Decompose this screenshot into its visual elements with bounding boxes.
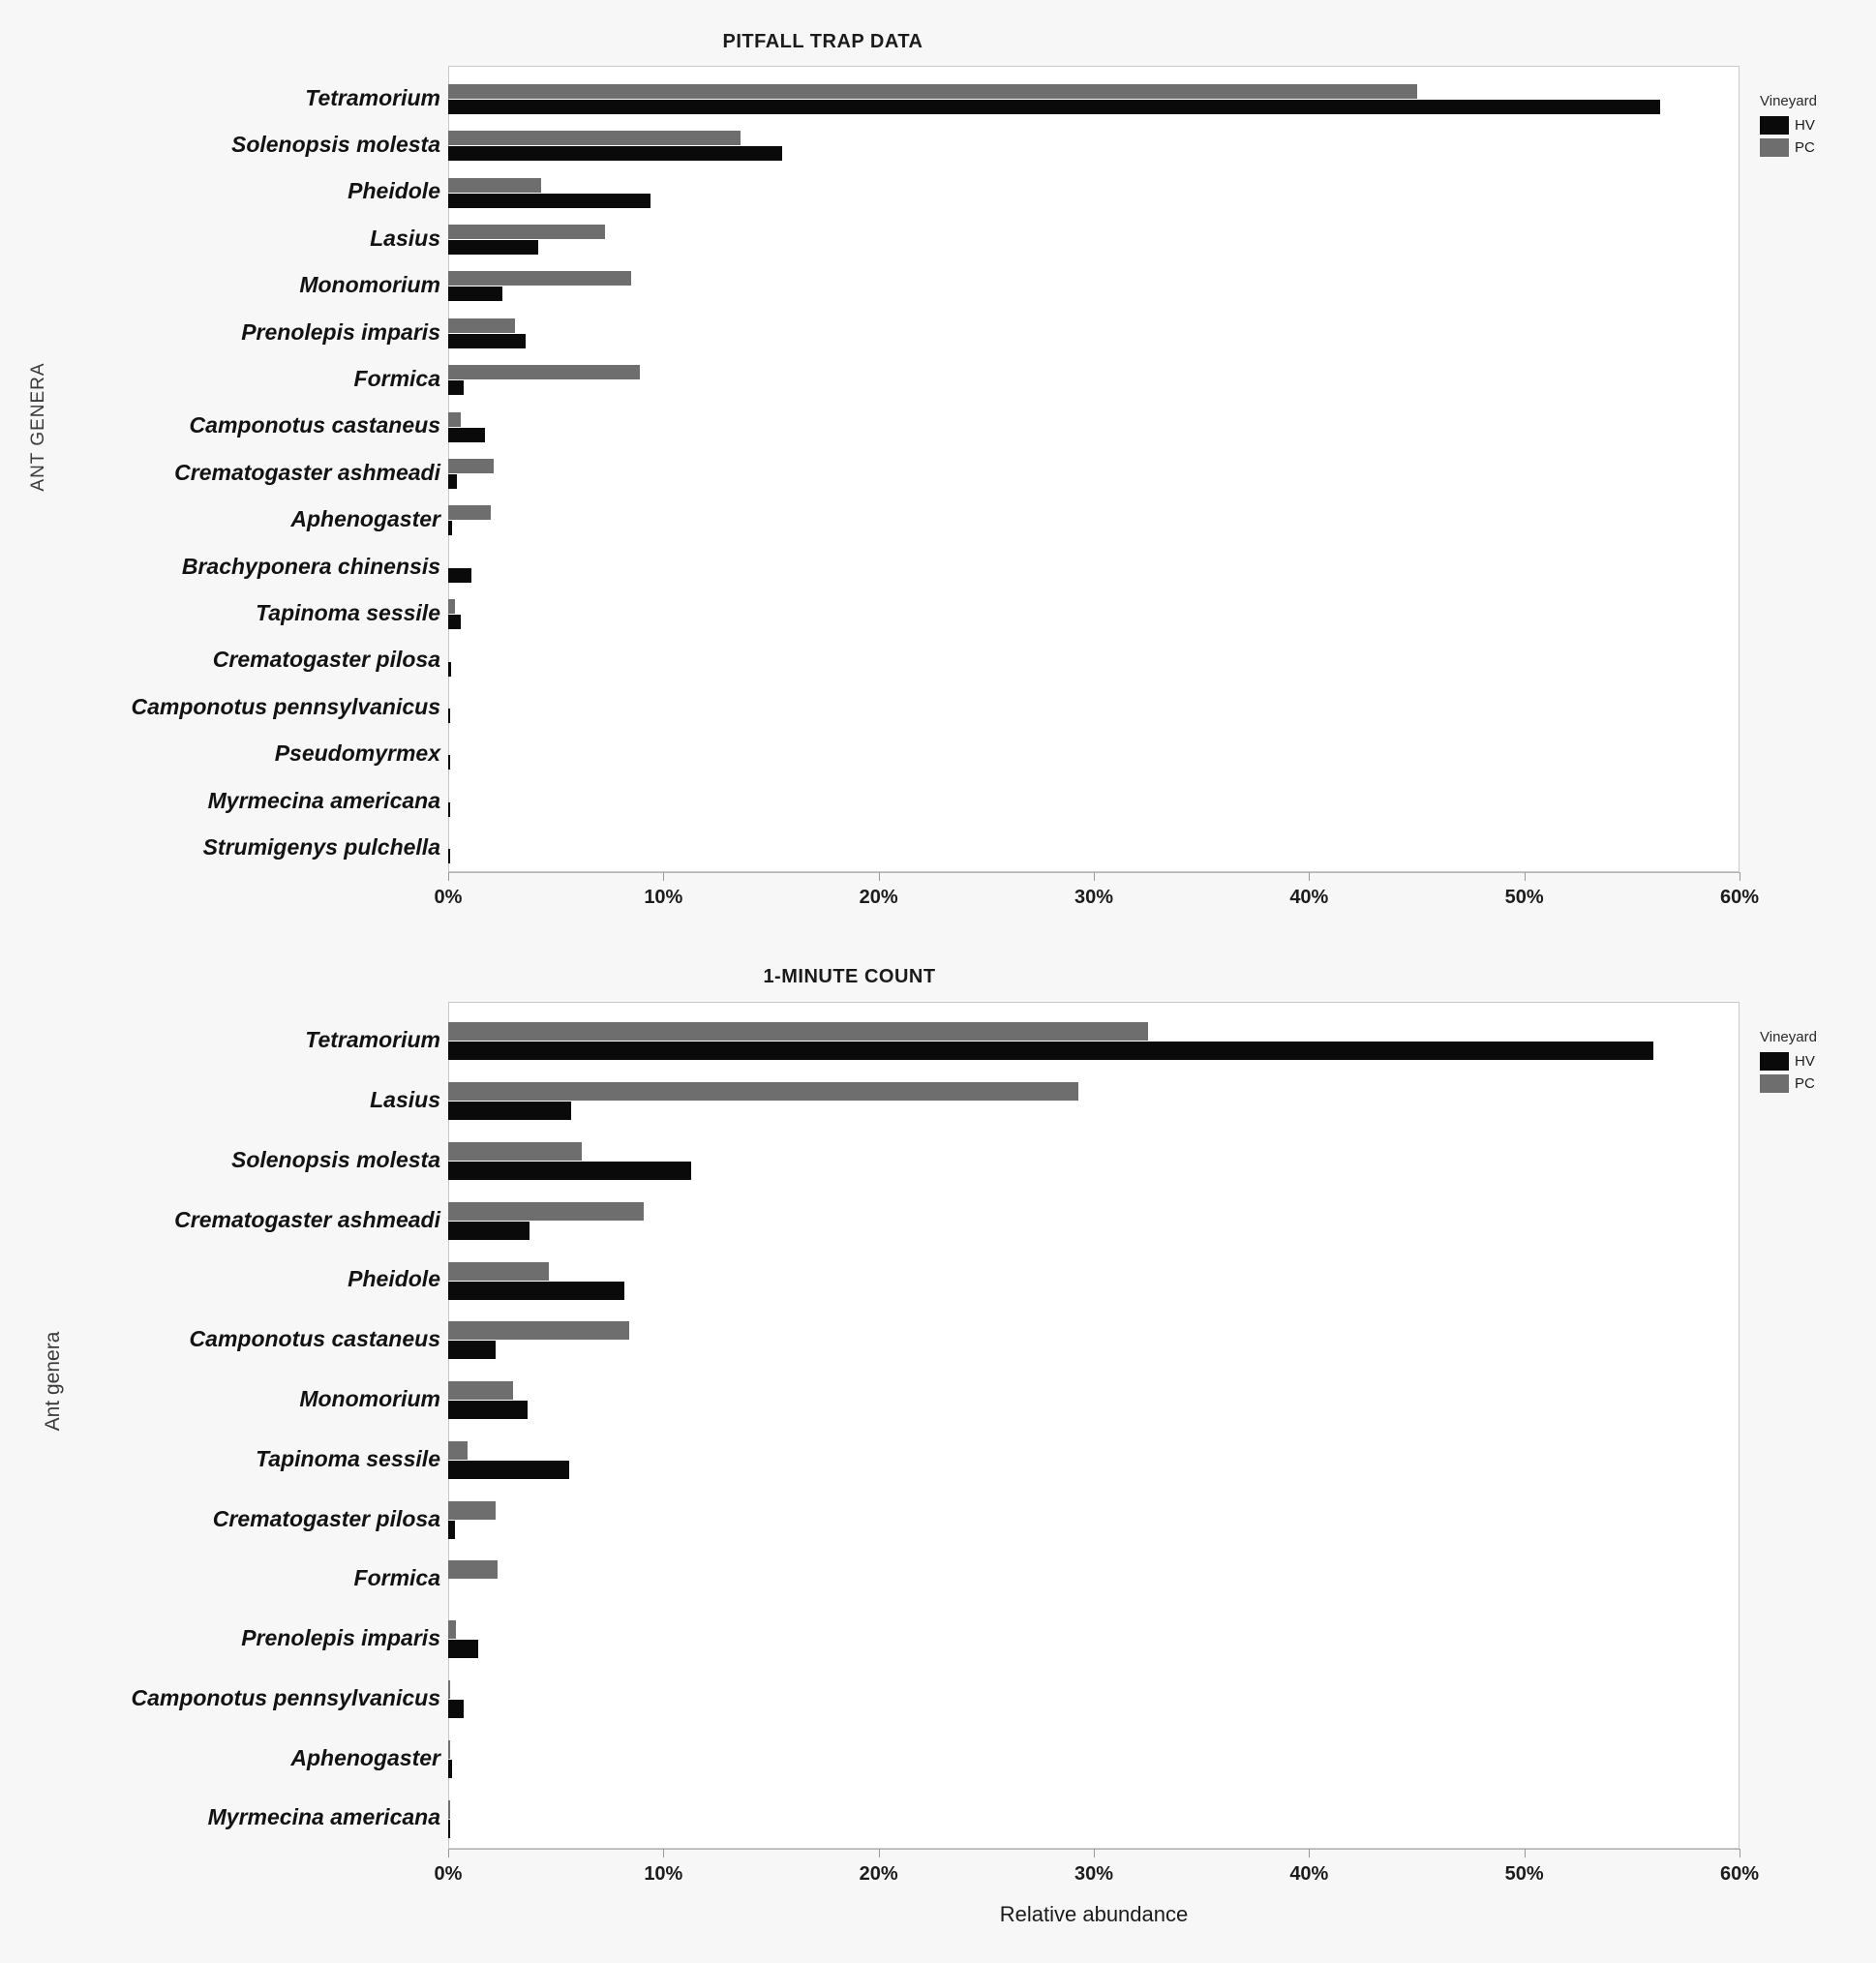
bar-pc-pitfall-4 (448, 271, 631, 286)
category-label-pitfall-5: Prenolepis imparis (241, 318, 440, 345)
x-tick-label-oneminute-2: 20% (859, 1863, 898, 1885)
x-tick-oneminute-0 (448, 1849, 449, 1857)
bar-hv-pitfall-1 (448, 146, 782, 161)
bar-hv-pitfall-3 (448, 240, 538, 255)
x-tick-label-oneminute-4: 40% (1289, 1863, 1329, 1885)
x-tick-oneminute-3 (1094, 1849, 1095, 1857)
bar-hv-pitfall-4 (448, 287, 502, 301)
bar-hv-pitfall-16 (448, 849, 450, 863)
category-label-pitfall-14: Pseudomyrmex (274, 740, 440, 767)
category-label-oneminute-4: Pheidole (348, 1266, 440, 1292)
x-tick-label-oneminute-0: 0% (434, 1863, 463, 1885)
x-axis-label-oneminute: Relative abundance (999, 1902, 1189, 1926)
bar-hv-pitfall-11 (448, 615, 461, 629)
x-tick-pitfall-0 (448, 872, 449, 881)
legend-item-pitfall-PC[interactable] (1760, 138, 1817, 157)
legend-title-pitfall: Vineyard (1760, 93, 1817, 109)
legend-label-pitfall-0: HV (1795, 117, 1815, 134)
bar-pc-oneminute-3 (448, 1202, 644, 1221)
x-tick-oneminute-2 (879, 1849, 880, 1857)
bar-hv-oneminute-2 (448, 1162, 691, 1180)
bar-pc-pitfall-11 (448, 599, 455, 614)
x-tick-label-pitfall-4: 40% (1289, 887, 1329, 908)
x-tick-pitfall-4 (1309, 872, 1310, 881)
legend-pitfall (1760, 93, 1817, 161)
bar-pc-oneminute-12 (448, 1740, 450, 1759)
x-tick-label-oneminute-6: 60% (1719, 1863, 1760, 1885)
legend-label-pitfall-1: PC (1795, 139, 1815, 156)
category-label-oneminute-13: Myrmecina americana (207, 1804, 440, 1830)
bar-pc-pitfall-8 (448, 459, 494, 473)
x-tick-label-oneminute-1: 10% (644, 1863, 683, 1885)
legend-label-oneminute-0: HV (1795, 1053, 1815, 1070)
category-label-pitfall-13: Camponotus pennsylvanicus (131, 693, 440, 719)
bar-hv-oneminute-11 (448, 1700, 464, 1718)
x-tick-pitfall-3 (1094, 872, 1095, 881)
bar-hv-pitfall-0 (448, 100, 1660, 114)
x-tick-label-oneminute-5: 50% (1504, 1863, 1544, 1885)
bar-hv-pitfall-5 (448, 334, 526, 348)
bar-pc-oneminute-10 (448, 1620, 456, 1639)
bar-pc-oneminute-11 (448, 1680, 450, 1699)
plot-area-oneminute (448, 1002, 1740, 1849)
bar-hv-pitfall-6 (448, 380, 464, 395)
bar-pc-oneminute-2 (448, 1142, 582, 1161)
bar-pc-oneminute-1 (448, 1082, 1078, 1101)
bar-pc-oneminute-7 (448, 1441, 468, 1460)
category-label-oneminute-7: Tapinoma sessile (256, 1445, 440, 1471)
bar-hv-pitfall-9 (448, 521, 452, 535)
x-tick-label-pitfall-0: 0% (434, 887, 463, 908)
category-label-oneminute-8: Crematogaster pilosa (212, 1505, 440, 1531)
bar-hv-pitfall-14 (448, 755, 450, 770)
category-label-pitfall-12: Crematogaster pilosa (212, 647, 440, 673)
bar-pc-oneminute-0 (448, 1022, 1148, 1041)
bar-hv-oneminute-7 (448, 1461, 569, 1479)
x-tick-label-pitfall-5: 50% (1504, 887, 1544, 908)
bar-hv-oneminute-8 (448, 1521, 455, 1539)
category-label-pitfall-11: Tapinoma sessile (256, 600, 440, 626)
bar-pc-pitfall-3 (448, 225, 605, 239)
legend-item-pitfall-HV[interactable] (1760, 116, 1817, 135)
bar-pc-pitfall-1 (448, 131, 741, 145)
plot-area-pitfall (448, 66, 1740, 872)
bar-hv-oneminute-12 (448, 1760, 452, 1778)
category-label-pitfall-10: Brachyponera chinensis (181, 553, 440, 579)
category-label-pitfall-6: Formica (353, 366, 440, 392)
category-label-pitfall-2: Pheidole (348, 178, 440, 204)
category-label-oneminute-9: Formica (353, 1565, 440, 1591)
category-label-pitfall-1: Solenopsis molesta (230, 131, 440, 157)
x-tick-pitfall-5 (1525, 872, 1526, 881)
bar-pc-oneminute-4 (448, 1262, 549, 1281)
bar-hv-pitfall-2 (448, 194, 651, 208)
category-label-oneminute-2: Solenopsis molesta (230, 1146, 440, 1172)
category-label-oneminute-10: Prenolepis imparis (241, 1625, 440, 1651)
bar-hv-pitfall-13 (448, 709, 450, 723)
x-tick-label-pitfall-6: 60% (1719, 887, 1760, 908)
legend-swatch-hv-icon (1760, 116, 1789, 135)
bar-hv-oneminute-1 (448, 1102, 571, 1120)
bar-pc-pitfall-6 (448, 365, 640, 379)
bar-pc-pitfall-5 (448, 318, 515, 333)
category-label-pitfall-9: Aphenogaster (290, 506, 440, 532)
category-label-oneminute-1: Lasius (370, 1087, 440, 1113)
bar-pc-pitfall-9 (448, 505, 491, 520)
bar-hv-pitfall-8 (448, 474, 457, 489)
category-label-pitfall-3: Lasius (370, 225, 440, 251)
category-label-pitfall-0: Tetramorium (305, 84, 440, 110)
category-label-pitfall-8: Crematogaster ashmeadi (174, 459, 440, 485)
category-label-oneminute-0: Tetramorium (305, 1027, 440, 1053)
category-label-oneminute-3: Crematogaster ashmeadi (174, 1206, 440, 1232)
chart-title-oneminute: 1-MINUTE COUNT (763, 966, 936, 987)
legend-title-oneminute: Vineyard (1760, 1029, 1817, 1045)
x-tick-oneminute-4 (1309, 1849, 1310, 1857)
legend-swatch-pc-icon (1760, 138, 1789, 157)
bar-pc-pitfall-7 (448, 412, 461, 427)
bar-hv-oneminute-4 (448, 1282, 624, 1300)
x-tick-label-pitfall-3: 30% (1074, 887, 1114, 908)
category-label-pitfall-16: Strumigenys pulchella (202, 834, 440, 861)
x-tick-oneminute-1 (663, 1849, 664, 1857)
x-tick-pitfall-1 (663, 872, 664, 881)
bar-hv-oneminute-5 (448, 1341, 496, 1359)
y-axis-label-oneminute: Ant genera (42, 1331, 64, 1432)
bar-hv-oneminute-0 (448, 1042, 1653, 1060)
legend-swatch-hv-icon (1760, 1052, 1789, 1071)
bar-pc-oneminute-8 (448, 1501, 496, 1520)
bar-hv-pitfall-15 (448, 802, 450, 817)
category-label-oneminute-12: Aphenogaster (290, 1744, 440, 1770)
chart-title-pitfall: PITFALL TRAP DATA (722, 31, 923, 52)
legend-swatch-pc-icon (1760, 1074, 1789, 1093)
bar-pc-pitfall-0 (448, 84, 1417, 99)
category-label-pitfall-7: Camponotus castaneus (189, 412, 440, 438)
legend-item-oneminute-HV[interactable] (1760, 1052, 1817, 1071)
bar-hv-oneminute-6 (448, 1401, 528, 1419)
bar-hv-oneminute-10 (448, 1640, 478, 1658)
legend-label-oneminute-1: PC (1795, 1075, 1815, 1092)
bar-hv-pitfall-12 (448, 662, 451, 677)
y-axis-label-pitfall: ANT GENERA (28, 362, 48, 492)
x-tick-label-oneminute-3: 30% (1074, 1863, 1114, 1885)
bar-pc-oneminute-6 (448, 1381, 513, 1400)
category-label-oneminute-11: Camponotus pennsylvanicus (131, 1684, 440, 1710)
category-label-oneminute-5: Camponotus castaneus (189, 1326, 440, 1352)
legend-item-oneminute-PC[interactable] (1760, 1074, 1817, 1093)
bar-pc-oneminute-13 (448, 1800, 450, 1819)
bar-pc-oneminute-5 (448, 1321, 629, 1340)
bar-hv-oneminute-3 (448, 1222, 530, 1240)
x-tick-pitfall-2 (879, 872, 880, 881)
bar-pc-pitfall-2 (448, 178, 541, 193)
bar-hv-oneminute-13 (448, 1820, 450, 1838)
bar-hv-pitfall-7 (448, 428, 485, 442)
legend-oneminute (1760, 1029, 1817, 1097)
x-tick-oneminute-5 (1525, 1849, 1526, 1857)
category-label-pitfall-4: Monomorium (299, 272, 440, 298)
category-label-oneminute-6: Monomorium (299, 1385, 440, 1411)
bar-hv-pitfall-10 (448, 568, 471, 583)
x-tick-label-pitfall-1: 10% (644, 887, 683, 908)
bar-pc-oneminute-9 (448, 1560, 498, 1579)
category-label-pitfall-15: Myrmecina americana (207, 787, 440, 813)
x-tick-label-pitfall-2: 20% (859, 887, 898, 908)
